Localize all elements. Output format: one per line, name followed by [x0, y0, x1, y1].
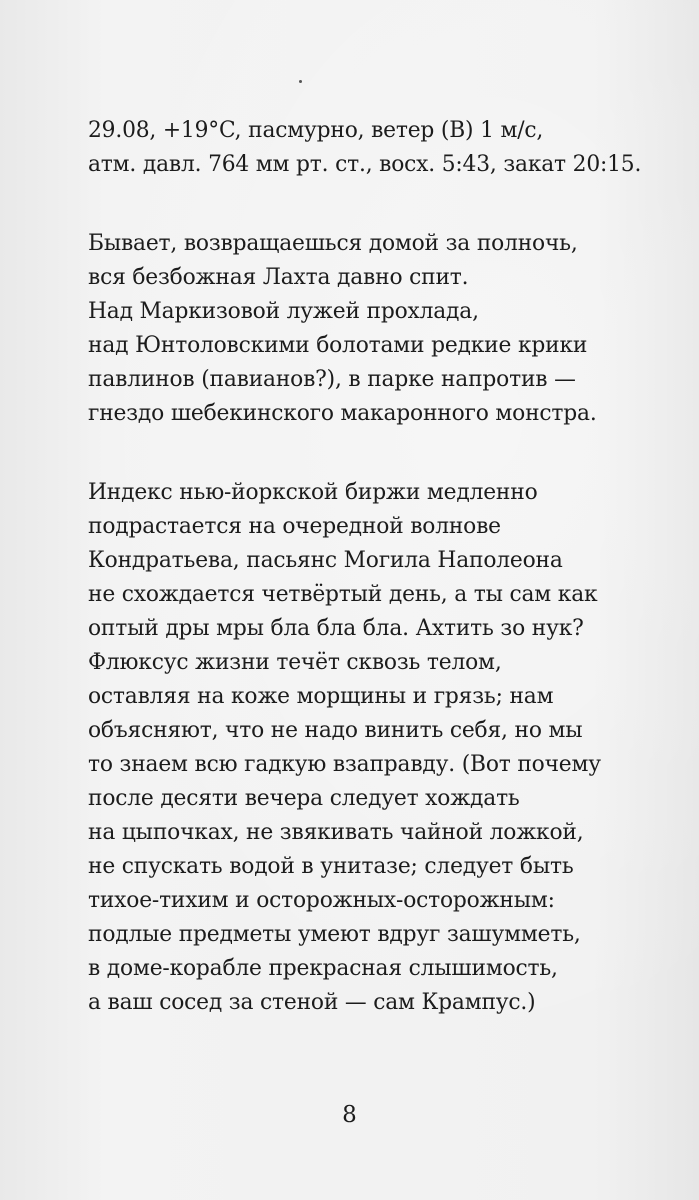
text-line: Индекс нью-йоркской биржи медленно — [88, 479, 538, 505]
weather-line: атм. давл. 764 мм рт. ст., восх. 5:43, закат 20:15. — [88, 151, 642, 177]
text-line: павлинов (павианов?), в парке напротив — — [88, 366, 576, 392]
text-line: гнездо шебекинского макаронного монстра. — [88, 400, 597, 426]
text-line: после десяти вечера следует хождать — [88, 785, 520, 811]
weather-note — [88, 113, 688, 181]
text-line: над Юнтоловскими болотами редкие крики — [88, 332, 588, 358]
text-line: на цыпочках, не звякивать чайной ложкой, — [88, 819, 584, 845]
paragraph-2 — [88, 475, 688, 1019]
text-line: Бывает, возвращаешься домой за полночь, — [88, 230, 578, 256]
text-line: Кондратьева, пасьянс Могила Наполеона — [88, 547, 563, 573]
text-line: оставляя на коже морщины и грязь; нам — [88, 683, 554, 709]
ink-speck — [299, 80, 302, 83]
text-line: а ваш сосед за стеной — сам Крампус.) — [88, 989, 536, 1015]
text-line: объясняют, что не надо винить себя, но мы — [88, 717, 583, 743]
text-line: то знаем всю гадкую взаправду. (Вот почему — [88, 751, 601, 777]
text-line: тихое-тихим и осторожных-осторожным: — [88, 887, 555, 913]
text-line: в доме-корабле прекрасная слышимость, — [88, 955, 558, 981]
text-line: не спускать водой в унитазе; следует быть — [88, 853, 574, 879]
text-line: вся безбожная Лахта давно спит. — [88, 264, 469, 290]
text-line: оптый дры мры бла бла бла. Ахтить зо нук? — [88, 615, 584, 641]
text-line: Над Маркизовой лужей прохлада, — [88, 298, 479, 324]
text-line: подлые предметы умеют вдруг зашумметь, — [88, 921, 581, 947]
text-line: Флюксус жизни течёт сквозь телом, — [88, 649, 502, 675]
page-number: 8 — [342, 1102, 357, 1128]
text-line: подрастается на очередной волнове — [88, 513, 501, 539]
paragraph-1 — [88, 226, 688, 430]
weather-line: 29.08, +19°C, пасмурно, ветер (В) 1 м/с, — [88, 117, 544, 143]
text-line: не схождается четвёртый день, а ты сам как — [88, 581, 598, 607]
